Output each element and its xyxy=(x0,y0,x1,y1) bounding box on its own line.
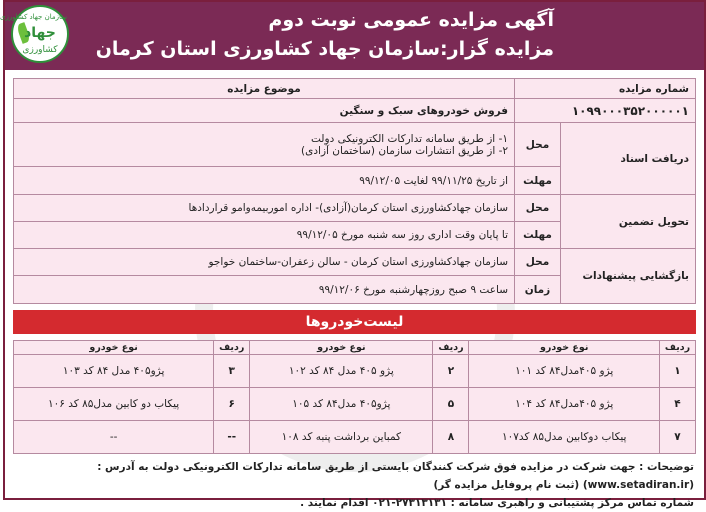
col-type-header: نوع خودرو xyxy=(250,341,433,355)
row-number: ۸ xyxy=(433,421,469,454)
docs-place-line-1: ۱- از طریق سامانه تدارکات الکترونیکی دولت xyxy=(311,132,508,145)
col-row-header: ردیف xyxy=(660,341,696,355)
row-number: ۳ xyxy=(214,355,250,388)
vehicle-type: پژو۴۰۵ مدل۸۴ کد ۱۰۵ xyxy=(250,388,433,421)
vehicle-list-table xyxy=(13,340,696,454)
vehicle-type: پژو۴۰۵ مدل ۸۴ کد ۱۰۳ xyxy=(14,355,214,388)
opening-label: بازگشایی پیشنهادات xyxy=(561,249,696,304)
notes-line-2: شماره تماس مرکز پشتیبانی و راهبری سامانه : ۲۷۳۱۳۱۳۱-۰۲۱ اقدام نمایند . xyxy=(300,497,694,509)
vehicle-type: پژو ۴۰۵مدل۸۴ کد ۱۰۴ xyxy=(469,388,660,421)
opening-place-row xyxy=(14,249,696,276)
info-value-row xyxy=(14,99,696,123)
docs-place-row xyxy=(14,123,696,167)
vehicle-type: کمباین برداشت پنبه کد ۱۰۸ xyxy=(250,421,433,454)
logo-text-main: جهاد xyxy=(24,25,56,41)
guarantee-label: تحویل تضمین xyxy=(561,195,696,249)
docs-deadline-value: از تاریخ ۹۹/۱۱/۲۵ لغایت ۹۹/۱۲/۰۵ xyxy=(14,167,515,195)
row-number: ۱ xyxy=(660,355,696,388)
row-number: ۵ xyxy=(433,388,469,421)
row-number: -- xyxy=(214,421,250,454)
info-header-row xyxy=(14,79,696,99)
opening-place-label: محل xyxy=(515,249,561,276)
row-number: ۷ xyxy=(660,421,696,454)
docs-place-value xyxy=(14,123,515,167)
vehicle-type: پژو ۴۰۵ مدل ۸۴ کد ۱۰۲ xyxy=(250,355,433,388)
opening-time-value: ساعت ۹ صبح روزچهارشنبه مورخ ۹۹/۱۲/۰۶ xyxy=(14,276,515,304)
vehicle-table-header xyxy=(14,341,696,355)
col-row-header: ردیف xyxy=(433,341,469,355)
auction-subject-value: فروش خودروهای سبک و سنگین xyxy=(14,99,515,123)
jahad-keshavarzi-logo-icon xyxy=(0,5,69,63)
row-number: ۲ xyxy=(433,355,469,388)
vehicle-list-banner: لیست‌خودروها xyxy=(13,310,696,334)
guarantee-place-value: سازمان جهادکشاورزی استان کرمان(آزادی)- اداره اموربیمه‌وامو قراردادها xyxy=(14,195,515,222)
guarantee-deadline-value: تا پایان وقت اداری روز سه شنبه مورخ ۹۹/۱۲/۰۵ xyxy=(14,222,515,249)
col-type-header: نوع خودرو xyxy=(469,341,660,355)
opening-place-value: سازمان جهادکشاورزی استان کرمان - سالن زعفران-ساختمان خواجو xyxy=(14,249,515,276)
opening-time-label: زمان xyxy=(515,276,561,304)
row-number: ۴ xyxy=(660,388,696,421)
docs-label: دریافت اسناد xyxy=(561,123,696,195)
table-row xyxy=(14,421,696,454)
notes-section xyxy=(11,458,694,512)
row-number: ۶ xyxy=(214,388,250,421)
auction-info-table xyxy=(13,78,696,304)
docs-place-line-2: ۲- از طریق انتشارات سازمان (ساختمان آزادی) xyxy=(301,144,508,157)
docs-place-label: محل xyxy=(515,123,561,167)
guarantee-deadline-label: مهلت xyxy=(515,222,561,249)
auction-subject-label: موضوع مزایده xyxy=(14,79,515,99)
auction-number-value: ۱۰۹۹۰۰۰۳۵۲۰۰۰۰۰۱ xyxy=(515,99,696,123)
table-row xyxy=(14,388,696,421)
col-row-header: ردیف xyxy=(214,341,250,355)
vehicle-type: پیکاب دوکابین مدل۸۵ کد۱۰۷ xyxy=(469,421,660,454)
logo-text-sub: کشاورزی xyxy=(22,45,58,55)
notice-organizer: مزایده گزار:سازمان جهاد کشاورزی استان کرمان xyxy=(95,38,554,60)
vehicle-type: -- xyxy=(14,421,214,454)
logo-text-top: سازمان جهاد کشاورزی xyxy=(0,13,67,21)
col-type-header: نوع خودرو xyxy=(14,341,214,355)
auction-number-label: شماره مزایده xyxy=(515,79,696,99)
notice-header xyxy=(0,2,704,70)
docs-deadline-label: مهلت xyxy=(515,167,561,195)
table-row xyxy=(14,355,696,388)
notes-line-1: توضیحات : جهت شرکت در مزایده فوق شرکت کنندگان بایستی از طریق سامانه تدارکات الکترونیکی دولت به آدرس :(www.setadiran.ir) (ثبت نام پروفایل مزایده گر) xyxy=(97,461,694,491)
guarantee-place-row xyxy=(14,195,696,222)
notice-title: آگهی مزایده عمومی نوبت دوم xyxy=(268,9,554,31)
guarantee-place-label: محل xyxy=(515,195,561,222)
vehicle-type: پژو ۴۰۵مدل۸۴ کد ۱۰۱ xyxy=(469,355,660,388)
vehicle-type: پیکاب دو کابین مدل۸۵ کد ۱۰۶ xyxy=(14,388,214,421)
